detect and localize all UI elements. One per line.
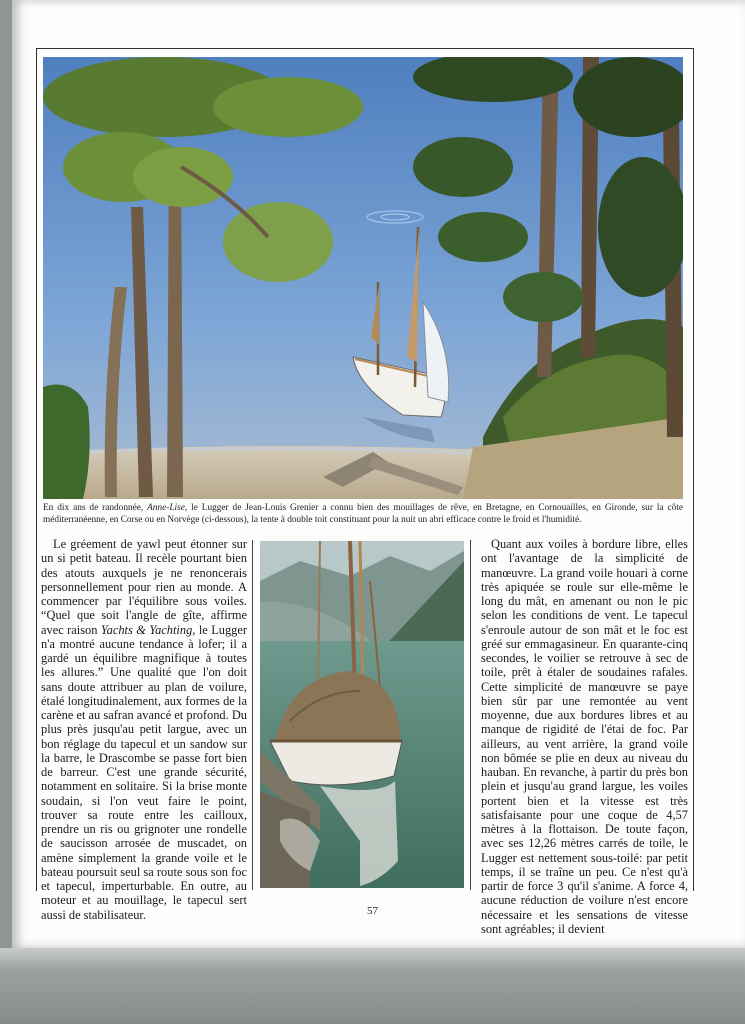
right-paragraph: Quant aux voiles à bordure libre, elles ont l'avantage de la simplicité de manœuvre. La grand voile houari à corne très apiquée se roule sur elle-même le long du mât, en amenant ou non le pic selon les conditions de vent. Le tapecul s'enroule autour de son mât et le foc est gréé sur emmagasineur. En quarante-cinq secondes, le voilier se retrouve à sec de toile, prêt à étaler de soudaines rafales. Cette simplicité de manœuvre se paye bien sûr par une remontée au vent moyenne, due aux bordures libres et au manque de rigidité de l'étai de foc. Par ailleurs, au vent arrière, la grand voile non bômée se plie en deux au niveau du hauban. En revanche, à partir du près bon plein et jusqu'au grand largue, les voiles portent bien et la vitesse est très satisfaisante pour une coque de 4,57 mètres à la flottaison. De toute façon, avec ses 12,26 mètres carrés de toile, le Lugger est nettement sous-toilé: par petit temps, il se traîne un peu. Ce n'est qu'à partir de force 3 qu'il s'anime. A force 4, aucune réduction de voilure n'est encore nécessaire et les sensations de vitesse sont agréables; il devient <box>481 537 688 936</box>
magazine-name: Yachts & Yachting <box>100 622 193 637</box>
left-text-part-2: , le Lugger n'a montré aucune tendance à lofer; il a gardé un équilibre magnifique à toutes les allures.” Une qualité que l'on doit sans doute attribuer au plan de voilure, étalé longitudinalement, aux formes de la carène et au safran avancé et profond. Du plus près jusqu'au petit largue, avec un bon réglage du tapecul et un sandow sur la barre, le Drascombe se passe fort bien de barreur. C'est une grande sécurité, notamment en solitaire. Si la brise monte soudain, si l'on veut faire le point, trouver sa route entre les cailloux, prendre un ris ou grignoter une rondelle de saucisson arrosée de muscadet, on amène simplement la grande voile et le bateau poursuit seul sa route sous son foc et tapecul, imperturbable. En outre, au moteur et au mouillage, le tapecul sert aussi de stabilisateur. <box>41 622 247 922</box>
photo-caption <box>43 502 683 526</box>
left-text-column <box>41 537 247 922</box>
page-number: 57 <box>367 905 378 917</box>
right-text-column <box>481 537 688 936</box>
scan-background <box>0 948 745 1024</box>
caption-boat-name: Anne-Lise <box>147 503 185 513</box>
left-paragraph <box>41 537 247 922</box>
fjord-photo-boat-with-tent <box>260 541 464 888</box>
column-rule-left <box>252 540 253 890</box>
column-rule-right <box>470 540 471 890</box>
caption-text-start: En dix ans de randonnée, <box>43 503 148 513</box>
left-text-part-1: Le gréement de yawl peut étonner sur un si petit bateau. Il recèle pourtant bien des atouts auxquels je ne renoncerais personnellement pour rien au monde. A commencer par l'équilibre sous voiles. “Quel que soit l'angle de gîte, affirme avec raison <box>41 537 247 637</box>
caption-text-end: , le Lugger de Jean-Louis Grenier a connu bien des mouillages de rêve, en Bretagne, en Cornouailles, en Gironde, sur la côte méditerranéenne, en Corse ou en Norvège (ci-dessous), la tente à double toit constituant pour la nuit un abri efficace contre le froid et l'humidité. <box>43 503 683 525</box>
main-photo-pines-and-sailboat <box>43 57 683 499</box>
